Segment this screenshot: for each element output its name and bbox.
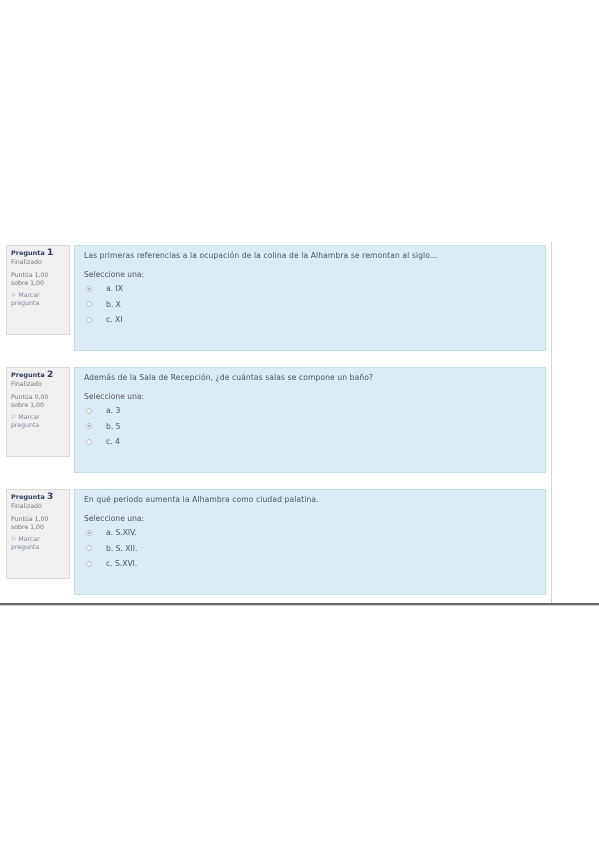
page-border-right	[551, 242, 552, 604]
question-state: Finalizado	[11, 259, 42, 266]
page-divider-shadow	[0, 605, 599, 606]
flag-question-link[interactable]: ⚐ Marcar pregunta	[11, 292, 40, 307]
question-content	[74, 367, 546, 473]
answer-option[interactable]: b. S. XII.	[84, 541, 536, 557]
question-state: Finalizado	[11, 381, 42, 388]
flag-question-link[interactable]: ⚐ Marcar pregunta	[11, 536, 40, 551]
answer-option[interactable]: a. IX	[84, 281, 536, 297]
radio-button[interactable]	[86, 301, 92, 307]
question-grade: Puntúa 1,00 sobre 1,00	[11, 272, 49, 287]
radio-button[interactable]	[86, 545, 92, 551]
answer-option[interactable]: a. 3	[84, 403, 536, 419]
answer-option[interactable]: c. XI	[84, 312, 536, 328]
flag-icon: ⚐	[11, 536, 17, 543]
answer-options	[84, 281, 536, 328]
answer-option[interactable]: c. 4	[84, 434, 536, 450]
flag-question-link[interactable]: ⚐ Marcar pregunta	[11, 414, 40, 429]
radio-button[interactable]	[86, 439, 92, 445]
answer-prompt: Seleccione una:	[84, 270, 145, 279]
question-text: Las primeras referencias a la ocupación de la colina de la Alhambra se remontan al siglo...	[84, 251, 438, 260]
answer-prompt: Seleccione una:	[84, 514, 145, 523]
radio-button[interactable]	[86, 423, 92, 429]
question-number: Pregunta 2	[11, 370, 54, 380]
radio-button[interactable]	[86, 317, 92, 323]
radio-button[interactable]	[86, 408, 92, 414]
question-state: Finalizado	[11, 503, 42, 510]
question-content	[74, 489, 546, 595]
question-number: Pregunta 1	[11, 248, 54, 258]
answer-options	[84, 403, 536, 450]
radio-button[interactable]	[86, 530, 92, 536]
question-number: Pregunta 3	[11, 492, 54, 502]
question-content	[74, 245, 546, 351]
radio-button[interactable]	[86, 561, 92, 567]
question-info-panel	[6, 245, 70, 335]
question-info-panel	[6, 489, 70, 579]
answer-option[interactable]: c. S.XVI.	[84, 556, 536, 572]
question-text: Además de la Sala de Recepción, ¿de cuántas salas se compone un baño?	[84, 373, 374, 382]
answer-option[interactable]: a. S.XIV.	[84, 525, 536, 541]
question-grade: Puntúa 1,00 sobre 1,00	[11, 516, 49, 531]
answer-option[interactable]: b. X	[84, 297, 536, 313]
answer-options	[84, 525, 536, 572]
question-grade: Puntúa 0,00 sobre 1,00	[11, 394, 49, 409]
flag-icon: ⚐	[11, 292, 17, 299]
radio-button[interactable]	[86, 286, 92, 292]
flag-icon: ⚐	[11, 414, 17, 421]
answer-option[interactable]: b. 5	[84, 419, 536, 435]
question-info-panel	[6, 367, 70, 457]
answer-prompt: Seleccione una:	[84, 392, 145, 401]
question-text: En qué periodo aumenta la Alhambra como ciudad palatina.	[84, 495, 319, 504]
